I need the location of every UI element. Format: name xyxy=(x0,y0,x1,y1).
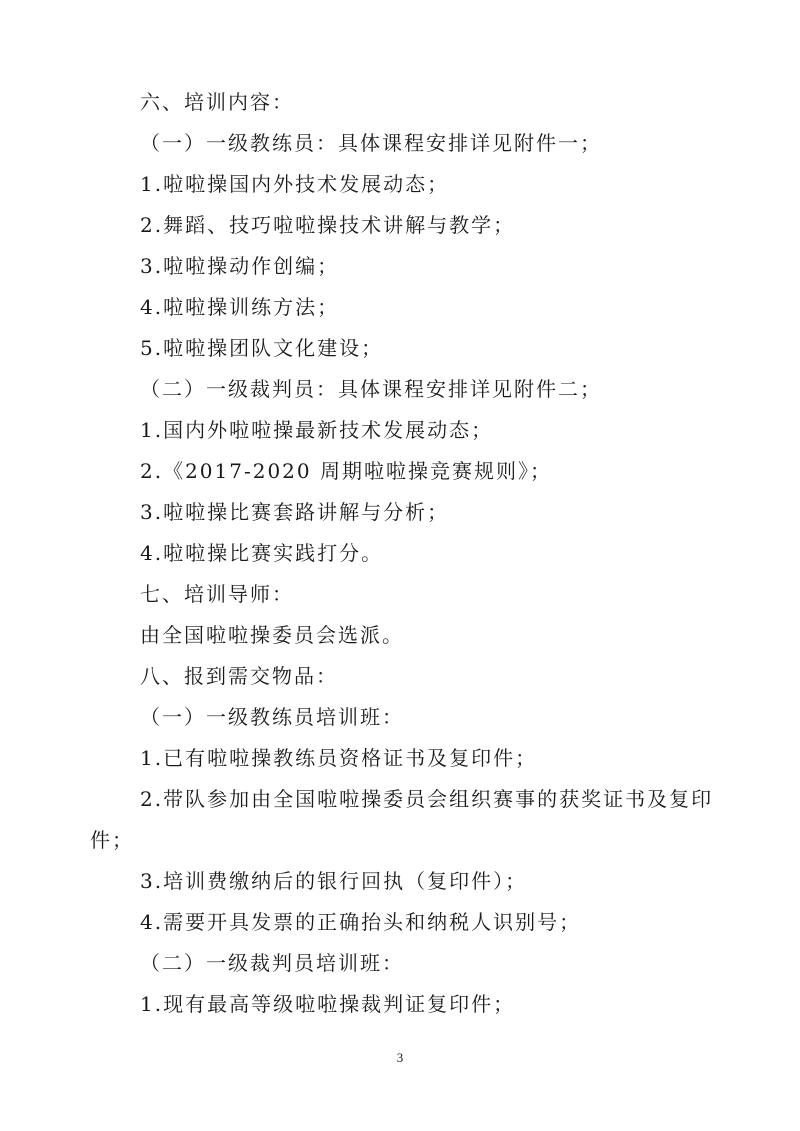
list-item: 4.需要开具发票的正确抬头和纳税人识别号； xyxy=(140,910,582,934)
list-item: 3.培训费缴纳后的银行回执（复印件）； xyxy=(140,869,528,893)
list-item: 2.《2017-2020 周期啦啦操竞赛规则》； xyxy=(140,459,552,483)
list-item: 2.带队参加由全国啦啦操委员会组织赛事的获奖证书及复印 xyxy=(140,787,714,811)
section-heading-trainers: 七、培训导师： xyxy=(140,582,294,606)
list-item: 3.啦啦操动作创编； xyxy=(140,254,340,278)
list-item: 1.国内外啦啦操最新技术发展动态； xyxy=(140,418,494,442)
list-item: 4.啦啦操训练方法； xyxy=(140,295,340,319)
list-item-continuation: 件； xyxy=(90,828,134,852)
list-item: 1.已有啦啦操教练员资格证书及复印件； xyxy=(140,746,538,770)
list-item: 1.啦啦操国内外技术发展动态； xyxy=(140,172,450,196)
list-item: 2.舞蹈、技巧啦啦操技术讲解与教学； xyxy=(140,213,516,237)
list-item: 3.啦啦操比赛套路讲解与分析； xyxy=(140,500,450,524)
page-number: 3 xyxy=(396,1050,404,1065)
paragraph: 由全国啦啦操委员会选派。 xyxy=(140,623,404,647)
section-heading-required-items: 八、报到需交物品： xyxy=(140,664,338,688)
section-heading-training-content: 六、培训内容： xyxy=(140,90,294,114)
list-item: 4.啦啦操比赛实践打分。 xyxy=(140,541,384,565)
list-item: 1.现有最高等级啦啦操裁判证复印件； xyxy=(140,992,516,1016)
subsection-heading-coach: （一）一级教练员：具体课程安排详见附件一； xyxy=(140,131,602,155)
subsection-heading-referee-class: （二）一级裁判员培训班： xyxy=(140,951,404,975)
list-item: 5.啦啦操团队文化建设； xyxy=(140,336,384,360)
subsection-heading-coach-class: （一）一级教练员培训班： xyxy=(140,705,404,729)
subsection-heading-referee: （二）一级裁判员：具体课程安排详见附件二； xyxy=(140,377,602,401)
